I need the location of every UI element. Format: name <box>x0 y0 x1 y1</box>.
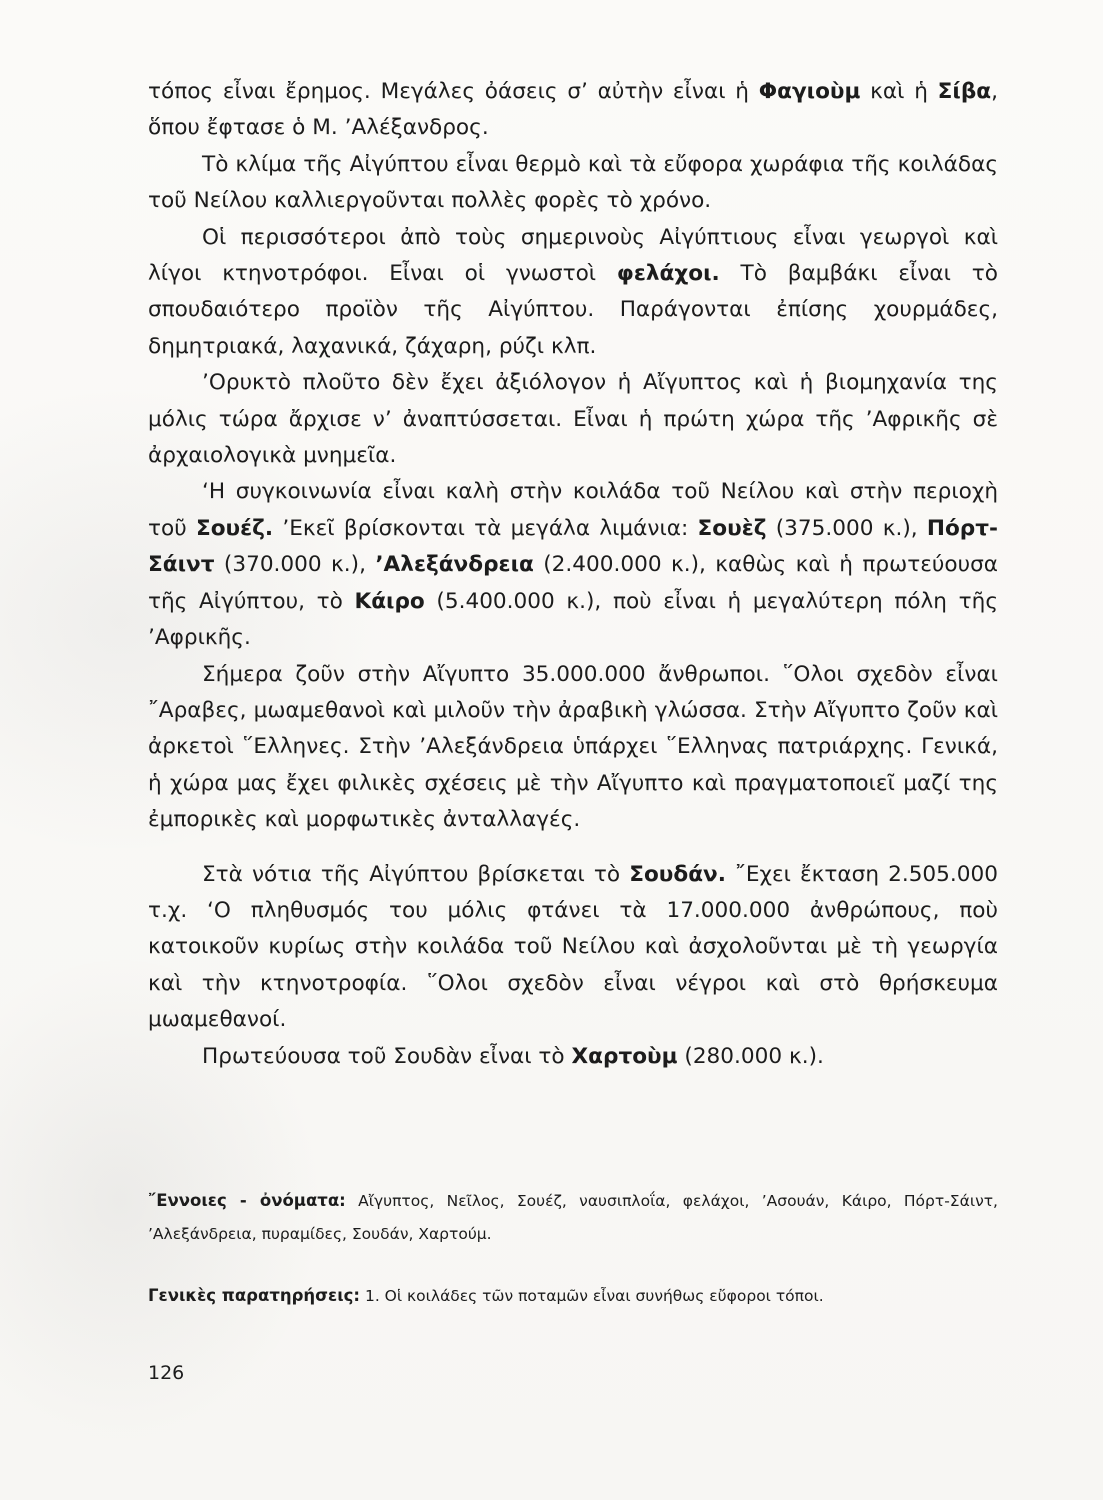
observations-label: Γενικὲς παρατηρήσεις: <box>148 1286 361 1305</box>
key-terms-list: Αἴγυπτος, Νεῖλος, Σουέζ, ναυσιπλοΐα, φελάχοι, ’Ασουάν, Κάιρο, Πόρτ-Σάιντ, ’Αλεξάνδρεια, πυραμίδες, Σουδάν, Χαρτούμ. <box>148 1192 998 1243</box>
paragraph <box>148 147 998 220</box>
highlighted-term: Κάιρο <box>354 588 425 614</box>
text-run: Πρωτεύουσα τοῦ Σουδὰν εἶναι τὸ <box>202 1043 572 1069</box>
key-terms-label: ῎Εννοιες - ὀνόματα: <box>148 1191 346 1210</box>
page-number: 126 <box>148 1362 185 1384</box>
observations-text: 1. Οἱ κοιλάδες τῶν ποταμῶν εἶναι συνήθως εὔφοροι τόποι. <box>364 1287 824 1305</box>
text-run: , ὅπου ἔφτασε ὁ Μ. ’Αλέξανδρος. <box>148 79 999 141</box>
highlighted-term: Σουὲζ <box>697 515 767 541</box>
paragraph <box>148 74 998 147</box>
main-text-block <box>148 74 998 1075</box>
highlighted-term: Σίβα <box>937 79 992 104</box>
text-run: (2.400.000 κ.), καθὼς καὶ ἡ πρωτεύουσα τῆς Αἰγύπτου, τὸ <box>148 552 998 614</box>
general-observations <box>148 1279 998 1313</box>
text-run: (5.400.000 κ.), ποὺ εἶναι ἡ μεγαλύτερη πόλη τῆς ’Αφρικῆς. <box>148 588 999 651</box>
text-run: ῎Εχει ἔκταση 2.505.000 τ.χ. ‘Ο πληθυσμός του μόλις φτάνει τὰ 17.000.000 ἀνθρώπους, ποὺ κατοικοῦν κυρίως στὴν κοιλάδα τοῦ Νείλου καὶ ἀσχολοῦνται μὲ τὴ γεωργία καὶ τὴν κτηνοτροφία. ῞Ολοι σχεδὸν εἶναι νέγροι καὶ στὸ θρήσκευμα μωαμεθανοί. <box>148 861 998 1033</box>
text-run: (370.000 κ.), <box>214 552 376 578</box>
highlighted-term: Χαρτοὺμ <box>571 1043 678 1069</box>
highlighted-term: ’Αλεξάνδρεια <box>375 552 534 578</box>
text-run: ’Εκεῖ βρίσκονται τὰ μεγάλα λιμάνια: <box>273 515 698 541</box>
text-run: Τὸ κλίμα τῆς Αἰγύπτου εἶναι θερμὸ καὶ τὰ εὔφορα χωράφια τῆς κοιλάδας τοῦ Νείλου καλλιεργοῦνται πολλὲς φορὲς τὸ χρόνο. <box>148 151 998 214</box>
terms-section <box>148 1184 998 1313</box>
paragraph <box>148 657 998 839</box>
highlighted-term: Φαγιοὺμ <box>758 79 861 104</box>
text-run: ‘Η συγκοινωνία εἶναι καλὴ στὴν κοιλάδα τοῦ Νείλου καὶ στὴν περιοχὴ τοῦ <box>148 479 998 541</box>
key-terms <box>148 1184 998 1251</box>
text-run: ’Ορυκτὸ πλοῦτο δὲν ἔχει ἀξιόλογον ἡ Αἴγυπτος καὶ ἡ βιομηχανία της μόλις τώρα ἄρχισε ν’ ἀναπτύσσεται. Εἶναι ἡ πρώτη χώρα τῆς ’Αφρικῆς σὲ ἀρχαιολογικὰ μνημεῖα. <box>148 370 998 469</box>
text-run: τόπος εἶναι ἔρημος. Μεγάλες ὀάσεις σ’ αὐτὴν εἶναι ἡ <box>148 79 759 104</box>
highlighted-term: Σουέζ. <box>195 515 274 541</box>
text-run: Οἱ περισσότεροι ἀπὸ τοὺς σημερινοὺς Αἰγύπτιους εἶναι γεωργοὶ καὶ λίγοι κτηνοτρόφοι. Εἶναι οἱ γνωστοὶ <box>148 224 998 287</box>
paragraph <box>148 474 998 656</box>
highlighted-term: φελάχοι. <box>616 261 720 287</box>
text-run: Σήμερα ζοῦν στὴν Αἴγυπτο 35.000.000 ἄνθρωποι. ῞Ολοι σχεδὸν εἶναι ῎Αραβες, μωαμεθανοὶ καὶ μιλοῦν τὴν ἀραβικὴ γλώσσα. Στὴν Αἴγυπτο ζοῦν καὶ ἀρκετοὶ ῞Ελληνες. Στὴν ’Αλεξάνδρεια ὑπάρχει ῞Ελληνας πατριάρχης. Γενικά, ἡ χώρα μας ἔχει φιλικὲς σχέσεις μὲ τὴν Αἴγυπτο καὶ πραγματοποιεῖ μαζί της ἐμπορικὲς καὶ μορφωτικὲς ἀνταλλαγές. <box>148 661 998 833</box>
text-run: Τὸ βαμβάκι εἶναι τὸ σπουδαιότερο προϊὸν τῆς Αἰγύπτου. Παράγονται ἐπίσης χουρμάδες, δημητριακά, λαχανικά, ζάχαρη, ρύζι κλπ. <box>148 261 998 359</box>
paragraph <box>148 857 998 1039</box>
text-run: Στὰ νότια τῆς Αἰγύπτου βρίσκεται τὸ <box>202 861 630 887</box>
text-run: καὶ ἡ <box>860 79 938 104</box>
text-run: (280.000 κ.). <box>677 1043 824 1069</box>
paragraph <box>148 220 998 366</box>
paragraph <box>148 1039 998 1075</box>
highlighted-term: Σουδάν. <box>629 861 726 887</box>
highlighted-term: Πόρτ-Σάιντ <box>148 515 998 578</box>
paragraph <box>148 365 998 474</box>
text-run: (375.000 κ.), <box>766 515 927 541</box>
